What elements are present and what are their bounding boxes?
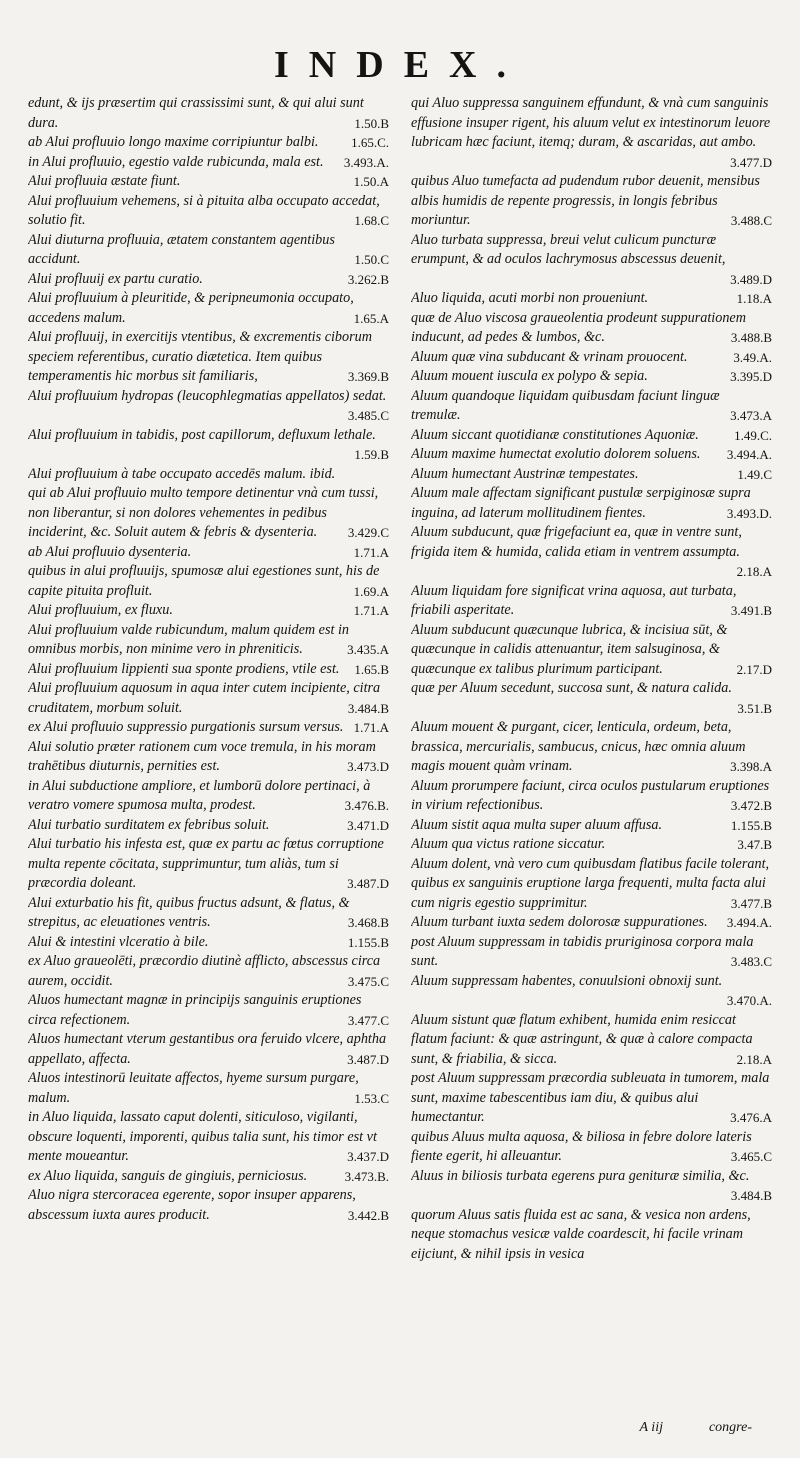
index-entry: [28, 1108, 389, 1167]
entry-reference: 3.475.C: [347, 973, 389, 989]
entry-reference: 1.53.C: [354, 1090, 389, 1106]
index-entry: [28, 484, 389, 543]
entry-text: ex Aluo liquida, sanguis de gingiuis, perniciosus.: [28, 1167, 308, 1184]
entry-reference: 3.49.A.: [733, 349, 772, 365]
entry-text: Aluo turbata suppressa, breui velut culicum puncturæ erumpunt, & ad oculos lachrymosus abscessus deuenit,: [411, 231, 726, 267]
entry-reference: 3.487.D: [347, 876, 389, 891]
entry-text: Alui profluuium à tabe occupato accedēs malum. ibid.: [28, 465, 336, 482]
entry-reference: 3.262.B: [347, 271, 389, 287]
entry-text: Aluum mouent iuscula ex polypo & sepia.: [411, 368, 648, 384]
entry-text: Aluum male affectam significant pustulæ serpiginosæ supra inguina, ad laterum mollitudinem fientes.: [411, 485, 751, 521]
index-entry: [411, 1206, 772, 1265]
index-entry: [411, 387, 772, 426]
index-entry: [411, 94, 772, 172]
entry-reference: 3.485.C: [347, 408, 389, 423]
index-entry: [411, 933, 772, 972]
index-entry: [411, 445, 772, 465]
index-entry: [411, 367, 772, 387]
index-entry: [28, 718, 389, 738]
entry-reference: 1.71.A: [353, 544, 389, 560]
entry-text: Alui profluuium lippienti sua sponte prodiens, vtile est.: [28, 660, 340, 677]
entry-text: post Aluum suppressam præcordia subleuata in tumorem, mala sunt, maxime tabescentibus iam diu, & quibus alui humectantur.: [411, 1070, 770, 1125]
entry-reference: 3.435.A: [347, 642, 389, 657]
entry-text: Alui profluuium aquosum in aqua inter cutem incipiente, citra cruditatem, morbum soluit.: [28, 680, 381, 716]
entry-text: Aluum mouent & purgant, cicer, lenticula, ordeum, beta, brassica, mercurialis, sambucus, cnicus, hæc omnia aluum magis mouent quàm vrinam.: [411, 719, 746, 774]
entry-reference: 3.47.B: [737, 837, 772, 852]
entry-text: Aluum quandoque liquidam quibusdam faciunt linguæ tremulæ.: [411, 387, 720, 423]
index-entry: [411, 777, 772, 816]
entry-text: Aluum sistit aqua multa super aluum affusa.: [411, 816, 663, 833]
index-entry: [411, 972, 772, 1011]
entry-text: quibus in alui profluuijs, spumosæ alui egestiones sunt, his de capite pituita profluit.: [28, 563, 380, 599]
entry-text: Alui diuturna profluuia, ætatem constantem agentibus accidunt.: [28, 231, 335, 267]
index-entry: [28, 835, 389, 894]
entry-text: Aluum maxime humectat exolutio dolorem soluens.: [411, 446, 701, 462]
entry-text: quibus Aluus multa aquosa, & biliosa in febre dolore lateris fiente egerit, hi alleuantur.: [411, 1128, 752, 1164]
entry-reference: 1.71.A: [353, 603, 389, 618]
entry-reference: 3.494.A.: [726, 447, 772, 462]
entry-text: Aluum qua victus ratione siccatur.: [411, 836, 606, 852]
entry-reference: 3.470.A.: [726, 993, 772, 1008]
index-entry: [411, 582, 772, 621]
entry-reference: 3.483.C: [730, 954, 772, 969]
index-entry: [411, 679, 772, 718]
entry-reference: 1.65.A: [353, 310, 389, 326]
index-entry: [411, 1011, 772, 1070]
index-entry: [28, 738, 389, 777]
entry-text: Aluum subducunt, quæ frigefaciunt ea, quæ in ventre sunt, frigida item & humida, calida etiam in ventrem assumpta.: [411, 524, 742, 560]
entry-reference: 1.50.C: [354, 252, 389, 267]
entry-reference: 3.476.B.: [344, 798, 389, 813]
entry-text: edunt, & ijs præsertim qui crassissimi sunt, & qui alui sunt dura.: [28, 95, 364, 131]
entry-text: quorum Aluus satis fluida est ac sana, & vesica non ardens, neque stomachus vesicæ valde coardescit, hi facile vrinam eijciunt, & nihil ipsis in vesica: [411, 1206, 751, 1262]
entry-reference: 3.465.C: [730, 1149, 772, 1164]
entry-text: post Aluum suppressam in tabidis pruriginosa corpora mala sunt.: [411, 933, 754, 969]
entry-text: quæ per Aluum secedunt, succosa sunt, & natura calida.: [411, 680, 732, 696]
index-entry: [411, 484, 772, 523]
entry-reference: 2.18.A: [736, 564, 772, 579]
catchword: congre-: [708, 1420, 752, 1435]
entry-text: Aluum dolent, vnà vero cum quibusdam flatibus facile tolerant, quibus ex sanguinis eruptione larga frequenti, multa facta alui cum nigris egestio supprimitur.: [411, 855, 770, 911]
entry-reference: 3.473.D: [347, 759, 389, 774]
entry-reference: 3.369.B: [347, 369, 389, 384]
entry-text: Aluum liquidam fore significat vrina aquosa, aut turbata, friabili asperitate.: [411, 582, 737, 618]
entry-text: ex Aluo graueolēti, præcordio diutinè afflicto, abscessus circa aurem, occidit.: [28, 953, 381, 989]
entry-text: Alui profluuium vehemens, si à pituita alba occupato accedat, solutio fit.: [28, 192, 380, 228]
entry-reference: 3.429.C: [347, 525, 389, 540]
index-entry: [28, 328, 389, 387]
index-entry: [411, 855, 772, 914]
entry-reference: 3.477.B: [730, 895, 772, 911]
entry-reference: 3.493.D.: [726, 505, 772, 521]
index-entry: [28, 426, 389, 465]
entry-text: Aluum suppressam habentes, conuulsioni obnoxij sunt.: [411, 972, 723, 989]
entry-reference: 3.51.B: [737, 700, 772, 716]
entry-text: in Alui profluuio, egestio valde rubicunda, mala est.: [28, 153, 324, 170]
right-column: [411, 94, 772, 1264]
entry-text: Aluum quæ vina subducant & vrinam prouocent.: [411, 348, 688, 365]
index-entry: [411, 289, 772, 309]
entry-text: Alui profluuij ex partu curatio.: [28, 270, 203, 287]
index-entry: [28, 660, 389, 680]
entry-reference: 3.491.B: [730, 603, 772, 618]
entry-text: Alui profluuium valde rubicundum, malum quidem est in omnibus morbis, non minime vero in phreniticis.: [28, 621, 350, 657]
entry-reference: 3.489.D: [730, 271, 772, 287]
entry-text: Aluus in biliosis turbata egerens pura genituræ similia, &c.: [411, 1167, 750, 1184]
index-entry: [28, 270, 389, 290]
entry-text: in Alui subductione ampliore, et lumborū dolore pertinaci, à veratro vomere spumosa multa, prodest.: [28, 777, 371, 813]
index-entry: [28, 816, 389, 836]
entry-reference: 3.488.C: [730, 213, 772, 228]
index-entry: [28, 94, 389, 133]
index-entry: [28, 1030, 389, 1069]
index-entry: [28, 562, 389, 601]
index-entry: [28, 1069, 389, 1108]
index-entry: [411, 426, 772, 446]
index-columns: [28, 94, 772, 1264]
entry-reference: 1.49.C: [737, 466, 772, 482]
index-entry: [411, 348, 772, 368]
entry-text: Alui profluuij, in exercitijs vtentibus, & excrementis ciborum speciem referentibus, curatio diætetica. Item quibus temperamentis hic morbus sit familiaris,: [28, 329, 372, 384]
index-entry: [411, 523, 772, 582]
entry-text: ex Alui profluuio suppressio purgationis sursum versus.: [28, 719, 344, 735]
entry-reference: 1.59.B: [354, 447, 389, 462]
entry-reference: 3.473.B.: [344, 1168, 389, 1184]
index-entry: [411, 231, 772, 290]
entry-text: Aluos humectant vterum gestantibus ora feruido vlcere, aphtha appellato, affecta.: [28, 1031, 387, 1067]
entry-reference: 3.473.A: [730, 408, 772, 423]
entry-reference: 3.484.B: [347, 700, 389, 716]
entry-text: Aluum prorumpere faciunt, circa oculos pustularum eruptiones in virium refectionibus.: [411, 777, 770, 813]
entry-reference: 3.488.B: [730, 330, 772, 345]
entry-reference: 3.442.B: [347, 1207, 389, 1223]
entry-text: Aluum siccant quotidianæ constitutiones Aquoniæ.: [411, 426, 699, 443]
entry-text: Aluum sistunt quæ flatum exhibent, humida enim resiccat flatum faciunt: & quæ astringunt, & quæ à calore compacta sunt, & friabilia, & sicca.: [411, 1011, 753, 1067]
index-entry: [28, 933, 389, 953]
entry-reference: 3.494.A.: [726, 915, 772, 930]
entry-text: Aluos intestinorū leuitate affectos, hyeme sursum purgare, malum.: [28, 1070, 359, 1106]
index-entry: [28, 601, 389, 621]
entry-reference: 3.398.A: [730, 759, 772, 774]
index-entry: [411, 816, 772, 836]
index-entry: [28, 465, 389, 485]
entry-reference: 1.49.C.: [734, 427, 772, 443]
index-entry: [28, 991, 389, 1030]
index-entry: [411, 1167, 772, 1206]
entry-reference: 3.477.D: [730, 154, 772, 170]
entry-reference: 3.472.B: [730, 798, 772, 813]
index-entry: [411, 1069, 772, 1128]
index-entry: [411, 913, 772, 933]
entry-reference: 1.50.A: [353, 174, 389, 189]
entry-text: Aluo nigra stercoracea egerente, sopor insuper apparens, abscessum iuxta aures producit.: [28, 1187, 356, 1223]
index-entry: [28, 777, 389, 816]
index-entry: [28, 894, 389, 933]
entry-reference: 3.476.A: [730, 1110, 772, 1125]
index-entry: [28, 679, 389, 718]
entry-text: Aluo liquida, acuti morbi non proueniunt.: [411, 290, 649, 306]
entry-reference: 3.468.B: [347, 915, 389, 930]
entry-reference: 1.65.C.: [351, 135, 389, 150]
entry-text: Aluos humectant magnæ in principijs sanguinis eruptiones circa refectionem.: [28, 992, 362, 1028]
entry-text: ab Alui profluuio longo maxime corripiuntur balbi.: [28, 134, 319, 150]
entry-text: Alui profluuia æstate fiunt.: [28, 173, 181, 189]
index-entry: [28, 153, 389, 173]
entry-reference: 3.493.A.: [343, 154, 389, 170]
index-entry: [28, 387, 389, 426]
entry-reference: 3.477.C: [347, 1012, 389, 1028]
index-entry: [28, 289, 389, 328]
index-entry: [411, 621, 772, 680]
entry-text: Alui profluuium hydropas (leucophlegmatias appellatos) sedat.: [28, 387, 387, 404]
entry-text: Alui profluuium, ex fluxu.: [28, 602, 173, 618]
entry-text: in Aluo liquida, lassato caput dolenti, siticuloso, vigilanti, obscure loquenti, imporenti, quibus talia sunt, his timor est vt mente moueantur.: [28, 1109, 377, 1164]
entry-text: Aluum subducunt quæcunque lubrica, & incisiua sūt, & quæcunque in calidis attenuantur, item salsuginosa, & quæcunque ex talibus plurimum participant.: [411, 621, 728, 677]
entry-text: Alui profluuium in tabidis, post capillorum, defluxum lethale.: [28, 426, 376, 443]
index-entry: [28, 543, 389, 563]
entry-text: qui Aluo suppressa sanguinem effundunt, & vnà cum sanguinis effusione insuper rigent, his aluum velut ex intestinorum leuore lubricam hæc faciunt, itemq; duram, & ascaridas, aut ambo.: [411, 95, 771, 150]
index-entry: [411, 835, 772, 855]
entry-reference: 1.50.B: [354, 115, 389, 131]
index-entry: [411, 309, 772, 348]
entry-text: Alui & intestini vlceratio à bile.: [28, 933, 209, 950]
index-entry: [28, 172, 389, 192]
entry-reference: 1.68.C: [354, 213, 389, 228]
entry-reference: 1.155.B: [347, 934, 389, 950]
entry-reference: 3.437.D: [347, 1149, 389, 1164]
entry-reference: 3.471.D: [347, 817, 389, 833]
index-entry: [411, 1128, 772, 1167]
entry-text: Alui turbatio his infesta est, quæ ex partu ac fœtus corruptione multa repente cōcitata, supprimuntur, tum aliàs, tum si præcordia doleant.: [28, 836, 384, 891]
entry-reference: 3.395.D: [730, 369, 772, 384]
index-entry: [28, 952, 389, 991]
entry-text: quibus Aluo tumefacta ad pudendum rubor deuenit, mensibus albis humidis de repente progressis, in longis febribus moriuntur.: [411, 173, 760, 228]
index-entry: [411, 172, 772, 231]
index-entry: [28, 621, 389, 660]
entry-text: Alui solutio præter rationem cum voce tremula, in his moram trahētibus diuturnis, pernities est.: [28, 738, 376, 774]
signature-mark: A iij: [639, 1420, 663, 1435]
index-entry: [411, 718, 772, 777]
page-title: INDEX.: [274, 44, 526, 86]
index-entry: [28, 1186, 389, 1225]
index-entry: [411, 465, 772, 485]
entry-reference: 2.17.D: [736, 661, 772, 677]
index-entry: [28, 133, 389, 153]
entry-text: Aluum humectant Austrinæ tempestates.: [411, 465, 639, 482]
left-column: [28, 94, 389, 1264]
page-footer: [640, 1420, 753, 1436]
entry-reference: 3.487.D: [347, 1051, 389, 1067]
entry-reference: 1.71.A: [353, 720, 389, 735]
index-entry: [28, 1167, 389, 1187]
index-entry: [28, 231, 389, 270]
index-entry: [28, 192, 389, 231]
entry-text: Alui exturbatio his fit, quibus fructus adsunt, & flatus, & strepitus, ac eleuationes ventris.: [28, 894, 350, 930]
entry-text: ab Alui profluuio dysenteria.: [28, 543, 192, 560]
entry-text: Alui profluuium à pleuritide, & peripneumonia occupato, accedens malum.: [28, 290, 354, 326]
entry-reference: 1.18.A: [736, 291, 772, 306]
entry-text: quæ de Aluo viscosa graueolentia prodeunt suppurationem inducunt, ad pedes & lumbos, &c.: [411, 309, 746, 345]
entry-text: Alui turbatio surditatem ex febribus soluit.: [28, 816, 270, 833]
entry-reference: 1.69.A: [353, 583, 389, 599]
entry-reference: 2.18.A: [736, 1051, 772, 1067]
entry-reference: 1.155.B: [730, 817, 772, 833]
entry-reference: 1.65.B: [354, 661, 389, 677]
entry-text: qui ab Alui profluuio multo tempore detinentur vnà cum tussi, non liberantur, si non dolores vehementes in pedibus inciderint, &c. Soluit autem & febris & dysenteria.: [28, 485, 379, 540]
entry-reference: 3.484.B: [730, 1188, 772, 1203]
entry-text: Aluum turbant iuxta sedem dolorosæ suppurationes.: [411, 914, 708, 930]
